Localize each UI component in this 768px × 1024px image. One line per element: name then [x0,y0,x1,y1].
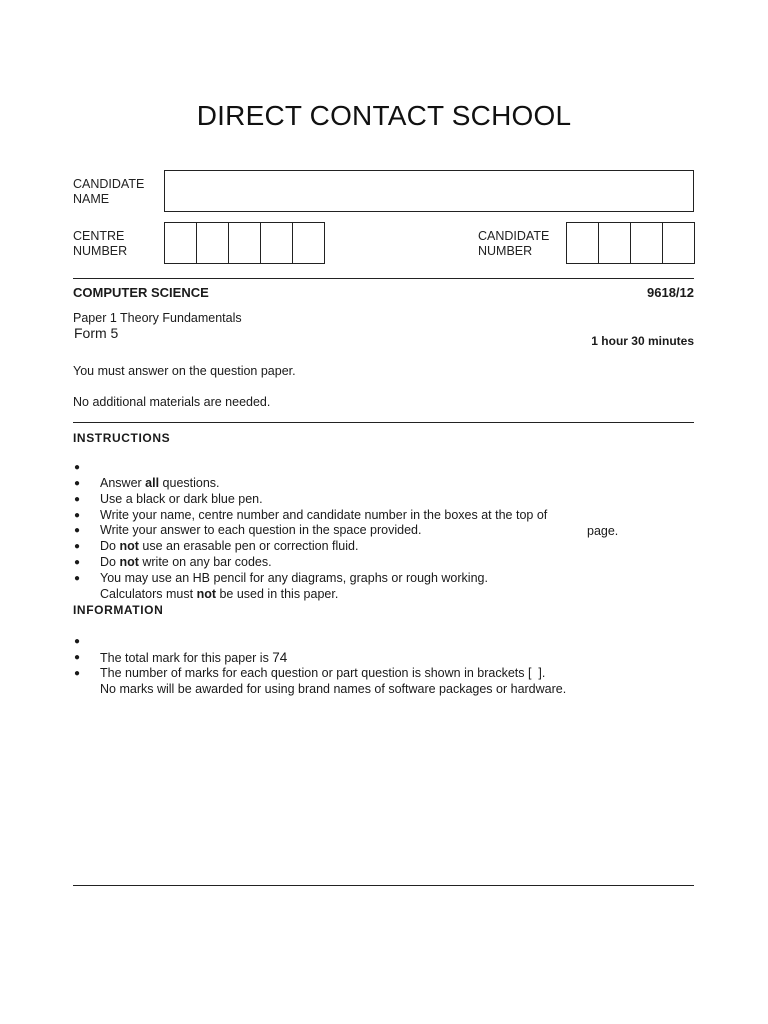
information-list [73,618,694,696]
centre-number-field[interactable] [164,222,325,264]
list-item: ● Do not use an erasable pen or correction fluid. [74,525,359,554]
centre-number-box[interactable] [196,223,228,263]
bullet-icon: ● [74,477,81,489]
bullet-icon: ● [74,461,81,473]
school-title: DIRECT CONTACT SCHOOL [196,100,572,131]
paper-code: 9618/12 [647,285,694,300]
bullet-icon: ● [74,541,81,553]
bullet-icon: ● [74,667,81,679]
divider [73,278,694,279]
candidate-number-label-line2: NUMBER [478,244,533,258]
list-item: ● No marks will be awarded for using brand names of software packages or hardware. [74,667,567,696]
list-item: ● Answer all questions. [74,461,220,490]
paper-title: Paper 1 Theory Fundamentals [73,311,242,325]
subject-title: COMPUTER SCIENCE [73,285,209,300]
bullet-icon: ● [74,493,81,505]
centre-number-box[interactable] [292,223,324,263]
no-materials-note: No additional materials are needed. [73,395,271,409]
footer-divider [73,885,694,886]
candidate-number-box[interactable] [630,223,662,263]
bullet-icon: ● [74,509,81,521]
centre-number-box[interactable] [165,223,196,263]
list-item: ● The total mark for this paper is 74 [74,635,288,665]
bullet-icon: ● [74,651,81,663]
candidate-name-label [73,177,144,207]
list-item: ● The number of marks for each question or part question is shown in brackets [ ]. [74,651,546,680]
total-mark-value: 74 [272,649,288,665]
list-item: ● Use a black or dark blue pen. [74,477,263,506]
centre-number-box[interactable] [228,223,260,263]
bullet-icon: ● [74,635,81,647]
candidate-name-label-line2: NAME [73,192,110,206]
list-item: ● Do not write on any bar codes. [74,541,272,570]
instructions-heading: INSTRUCTIONS [73,431,171,445]
candidate-name-label-line1: CANDIDATE [73,177,145,191]
centre-number-label-line2: NUMBER [73,244,128,258]
answer-on-paper-note: You must answer on the question paper. [73,364,296,378]
information-heading: INFORMATION [73,603,164,617]
candidate-number-label-line1: CANDIDATE [478,229,550,243]
bullet-icon: ● [74,573,81,585]
candidate-number-label [478,229,549,259]
candidate-number-box[interactable] [662,223,694,263]
centre-number-label-line1: CENTRE [73,229,125,243]
list-item: ● Calculators must not be used in this paper. [74,573,339,602]
centre-number-label [73,229,127,259]
list-item: ● Write your name, centre number and candidate number in the boxes at the top of page. [74,493,619,538]
list-item: ● You may use an HB pencil for any diagrams, graphs or rough working. [74,557,488,586]
divider [73,422,694,423]
candidate-number-box[interactable] [598,223,630,263]
form-label: Form 5 [74,325,119,341]
bullet-icon: ● [74,525,81,537]
list-item: ● Write your answer to each question in the space provided. [74,509,422,538]
candidate-number-box[interactable] [567,223,598,263]
candidate-name-field[interactable] [164,170,694,212]
candidate-number-field[interactable] [566,222,695,264]
exam-duration: 1 hour 30 minutes [591,334,694,348]
bullet-icon: ● [74,557,81,569]
instructions-list [73,444,694,602]
centre-number-box[interactable] [260,223,292,263]
